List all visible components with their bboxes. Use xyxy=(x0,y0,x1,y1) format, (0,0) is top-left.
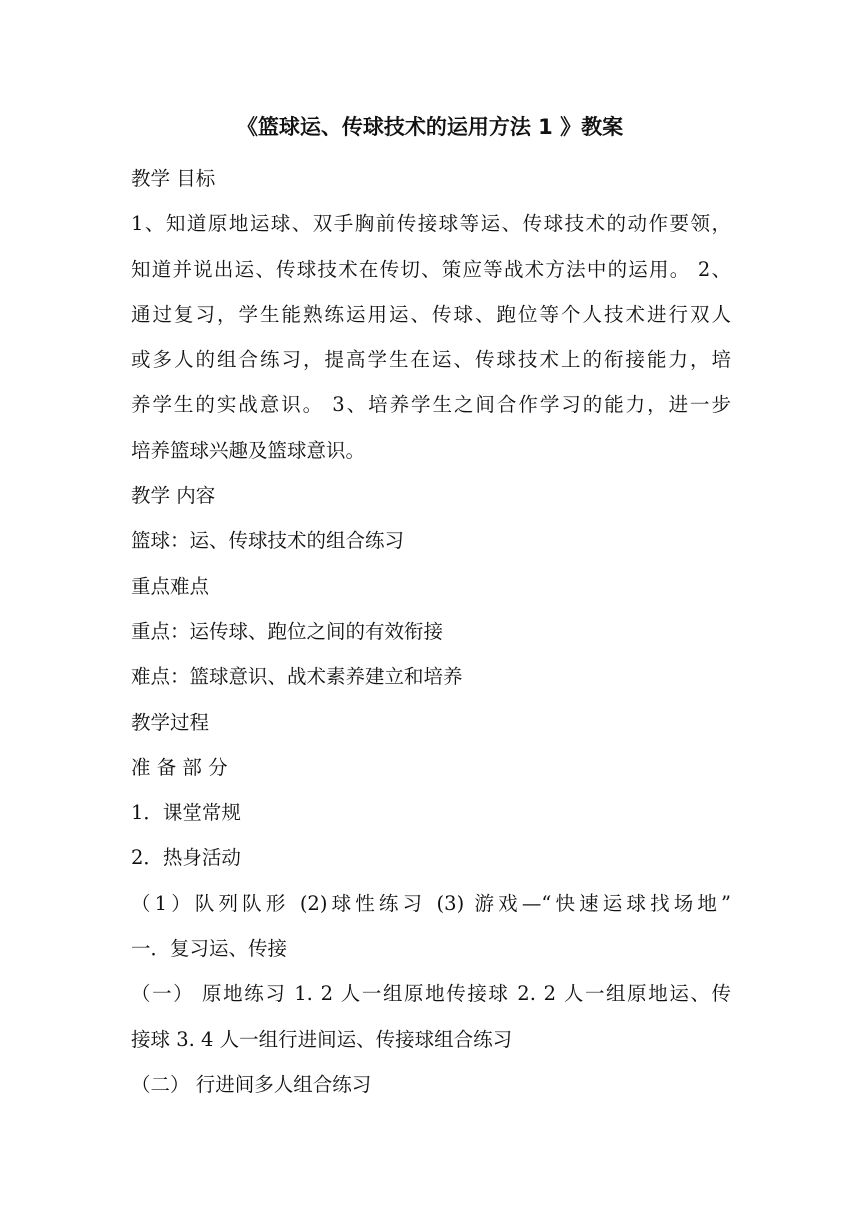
list-item: 接球 3. 4 人一组行进间运、传接球组合练习 xyxy=(131,1027,513,1051)
document-body xyxy=(131,156,731,1107)
list-item: 2．热身活动 xyxy=(131,846,241,870)
document-title: 《篮球运、传球技术的运用方法 1 》教案 xyxy=(236,115,624,139)
section-heading-preparation: 准 备 部 分 xyxy=(131,755,228,779)
section-heading-key-points: 重点难点 xyxy=(131,574,210,598)
list-item: 一．复习运、传接 xyxy=(131,937,288,961)
section-heading-content: 教学 内容 xyxy=(131,484,216,508)
list-item: （二） 行进间多人组合练习 xyxy=(131,1072,372,1096)
paragraph-line: 培养篮球兴趣及篮球意识。 xyxy=(131,438,366,462)
paragraph-line: 篮球：运、传球技术的组合练习 xyxy=(131,529,405,553)
section-heading-process: 教学过程 xyxy=(131,710,210,734)
paragraph-line: 1、知道原地运球、双手胸前传接球等运、传球技术的动作要领， xyxy=(131,212,731,236)
list-item: （1）队列队形 (2)球性练习 (3) 游戏—“快速运球找场地” xyxy=(131,891,731,915)
list-item: 1．课堂常规 xyxy=(131,801,241,825)
paragraph-line: 知道并说出运、传球技术在传切、策应等战术方法中的运用。 2、 xyxy=(131,257,731,281)
list-item: （一） 原地练习 1. 2 人一组原地传接球 2. 2 人一组原地运、传 xyxy=(131,982,731,1006)
section-heading-objectives: 教学 目标 xyxy=(131,167,216,190)
paragraph-line: 重点：运传球、跑位之间的有效衔接 xyxy=(131,619,444,643)
paragraph-line: 难点：篮球意识、战术素养建立和培养 xyxy=(131,665,463,689)
paragraph-line: 或多人的组合练习，提高学生在运、传球技术上的衔接能力，培 xyxy=(131,348,731,372)
paragraph-line: 通过复习，学生能熟练运用运、传球、跑位等个人技术进行双人 xyxy=(131,302,731,326)
paragraph-line: 养学生的实战意识。 3、培养学生之间合作学习的能力，进一步 xyxy=(131,393,731,417)
